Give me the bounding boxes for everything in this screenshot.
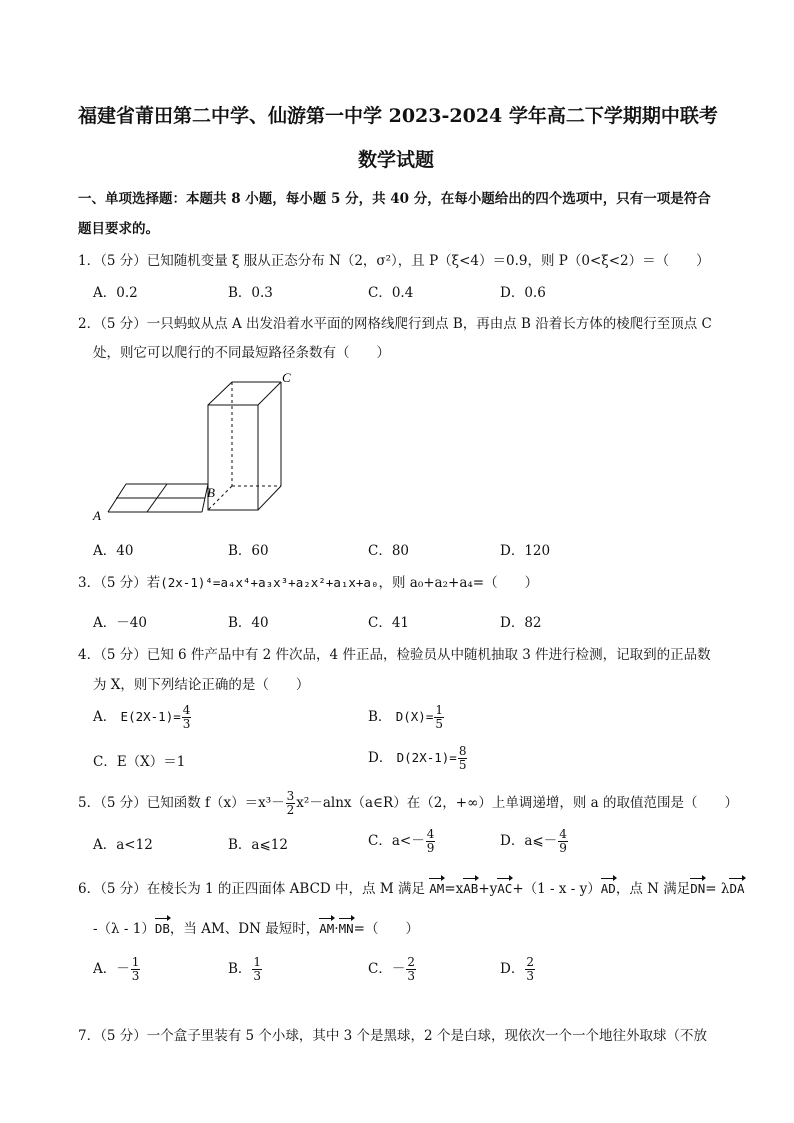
- question-3-formula: (2x-1)⁴=a₄x⁴+a₃x³+a₂x²+a₁x+a₀: [160, 575, 379, 590]
- question-6-eq2: = λ: [705, 881, 730, 897]
- fraction-denominator: 3: [253, 969, 262, 983]
- question-6-option-d-fraction: [525, 956, 535, 983]
- page-title-line1: 福建省莆田第二中学、仙游第一中学 2023-2024 学年高二下学期期中联考: [78, 105, 718, 127]
- question-6-text-b: -（λ - 1）: [93, 921, 155, 937]
- question-6-option-c-label: C．－: [368, 961, 406, 977]
- fraction-denominator: 2: [286, 803, 295, 817]
- figure-label-a: A: [93, 508, 101, 523]
- vector-mn: MN: [338, 921, 354, 936]
- question-4-option-a-fraction: [182, 704, 192, 731]
- question-2-line1: 2．（5 分）一只蚂蚁从点 A 出发沿着水平面的网格线爬行到点 B，再由点 B 沿着长方体的棱爬行至顶点 C: [78, 316, 712, 332]
- question-3-line: [78, 571, 538, 591]
- fraction-denominator: 3: [182, 717, 191, 731]
- question-4-option-d-fraction: [458, 745, 468, 772]
- vector-da: DA: [729, 881, 745, 896]
- figure-label-c: C: [282, 370, 291, 385]
- question-6-text-d: =（ ）: [353, 921, 419, 937]
- question-2-option-d: D．120: [500, 543, 551, 559]
- question-4-option-d-expr: D(2X-1)=: [396, 750, 457, 765]
- question-6-option-c-fraction: [406, 956, 416, 983]
- question-5-option-b: B．a⩽12: [228, 837, 288, 853]
- question-3-option-d: D．82: [500, 615, 542, 631]
- fraction-numerator: 4: [426, 827, 435, 841]
- fraction-denominator: 3: [526, 969, 534, 983]
- question-4-option-b-expr: D(X)=: [395, 709, 434, 724]
- question-6-option-b: [228, 956, 263, 983]
- question-6-option-b-label: B．: [228, 961, 252, 977]
- question-3-prefix: 3．（5 分）若: [78, 575, 161, 591]
- question-6-text-c: ，当 AM、DN 最短时，: [169, 921, 320, 937]
- question-4-option-a-expr: E(2X-1)=: [120, 709, 181, 724]
- question-6-mid: +（1 - x - y）: [512, 881, 601, 897]
- question-4-line1: 4．（5 分）已知 6 件产品中有 2 件次品，4 件正品，检验员从中随机抽取 3 件进行检测，记取到的正品数: [78, 647, 711, 663]
- question-4-option-d-label: D．: [368, 750, 393, 766]
- question-6-text-a: 6．（5 分）在棱长为 1 的正四面体 ABCD 中，点 M 满足: [78, 881, 425, 897]
- question-4-option-a-label: A．: [93, 709, 117, 725]
- question-5-option-d-label: D．a⩽－: [500, 833, 558, 849]
- question-6-line1: [78, 877, 745, 897]
- question-2-line2: 处，则它可以爬行的不同最短路径条数有（ ）: [93, 345, 390, 361]
- question-5-option-c-label: C．a<－: [368, 833, 425, 849]
- question-2-option-a: A．40: [93, 543, 134, 559]
- cuboid-grid-figure: [90, 370, 310, 530]
- vector-dn: DN: [690, 881, 706, 896]
- question-4-line2: 为 X，则下列结论正确的是（ ）: [93, 677, 310, 693]
- figure-label-b: B: [207, 485, 215, 500]
- question-5-fraction: [286, 790, 296, 817]
- question-6-line2: [93, 917, 419, 937]
- vector-ab: AB: [463, 881, 479, 896]
- question-6-option-a-fraction: [131, 956, 141, 983]
- fraction-numerator: 4: [559, 827, 567, 841]
- fraction-numerator: 1: [435, 703, 443, 717]
- fraction-denominator: 5: [458, 758, 467, 772]
- question-5-line: [78, 790, 738, 817]
- question-5-option-d: [500, 828, 569, 855]
- fraction-numerator: 2: [526, 955, 534, 969]
- question-6-option-c: [368, 956, 417, 983]
- question-1-option-d: D．0.6: [500, 285, 546, 301]
- question-6-n-cond: ，点 N 满足: [615, 881, 691, 897]
- question-6-eq1: =x: [444, 881, 464, 897]
- fraction-denominator: 9: [426, 841, 435, 855]
- fraction-denominator: 9: [559, 841, 567, 855]
- question-5-option-c: [368, 828, 436, 855]
- question-7-line1: 7．（5 分）一个盒子里装有 5 个小球，其中 3 个是黑球，2 个是白球，现依次一个一个地往外取球（不放: [78, 1028, 707, 1044]
- question-4-option-d: [368, 745, 468, 772]
- fraction-numerator: 1: [253, 955, 262, 969]
- question-3-option-a: A．－40: [93, 615, 147, 631]
- vector-ad: AD: [600, 881, 616, 896]
- question-5-prefix: 5．（5 分）已知函数 f（x）＝x³－: [78, 795, 285, 811]
- question-4-option-b-fraction: [434, 704, 444, 731]
- question-4-option-c: C．E（X）＝1: [93, 754, 186, 770]
- question-6-option-d: [500, 956, 536, 983]
- question-5-option-d-fraction: [558, 828, 568, 855]
- question-3-option-b: B．40: [228, 615, 269, 631]
- fraction-denominator: 3: [131, 969, 140, 983]
- fraction-numerator: 1: [131, 955, 140, 969]
- fraction-numerator: 3: [286, 789, 295, 803]
- vector-am: AM: [429, 881, 445, 896]
- vector-am-2: AM: [319, 921, 335, 936]
- fraction-numerator: 4: [182, 703, 191, 717]
- question-3-suffix: ，则 a₀+a₂+a₄=（ ）: [378, 575, 539, 591]
- question-6-dot: ·: [334, 921, 339, 937]
- question-4-option-b-label: B．: [368, 709, 392, 725]
- question-3-option-c: C．41: [368, 615, 410, 631]
- question-6-option-b-fraction: [252, 956, 262, 983]
- question-6-option-a-label: A．－: [93, 961, 130, 977]
- fraction-denominator: 3: [407, 969, 415, 983]
- question-1-option-b: B．0.3: [228, 285, 273, 301]
- question-5-option-c-fraction: [426, 828, 436, 855]
- page-title-line2: 数学试题: [358, 149, 435, 171]
- question-1-option-a: A．0.2: [93, 285, 138, 301]
- fraction-denominator: 5: [435, 717, 443, 731]
- question-4-option-a: [93, 704, 192, 731]
- section-header-line1: 一、单项选择题：本题共 8 小题，每小题 5 分，共 40 分，在每小题给出的四个选项中，只有一项是符合: [78, 191, 711, 207]
- question-1-text: 1．（5 分）已知随机变量 ξ 服从正态分布 N（2，σ²），且 P（ξ<4）＝0.9，则 P（0<ξ<2）＝（ ）: [78, 253, 710, 269]
- section-header-line2: 题目要求的。: [78, 221, 159, 237]
- fraction-numerator: 8: [458, 744, 467, 758]
- question-2-option-c: C．80: [368, 543, 410, 559]
- question-6-option-a: [93, 956, 141, 983]
- question-6-option-d-label: D．: [500, 961, 525, 977]
- vector-db: DB: [154, 921, 170, 936]
- vector-ac: AC: [497, 881, 513, 896]
- question-6-plus-y: +y: [478, 881, 498, 897]
- question-4-option-b: [368, 704, 445, 731]
- question-5-suffix: x²－alnx（a∈R）在（2，+∞）上单调递增，则 a 的取值范围是（ ）: [296, 795, 738, 811]
- question-1-option-c: C．0.4: [368, 285, 414, 301]
- question-5-option-a: A．a<12: [93, 837, 153, 853]
- fraction-numerator: 2: [407, 955, 415, 969]
- question-2-option-b: B．60: [228, 543, 269, 559]
